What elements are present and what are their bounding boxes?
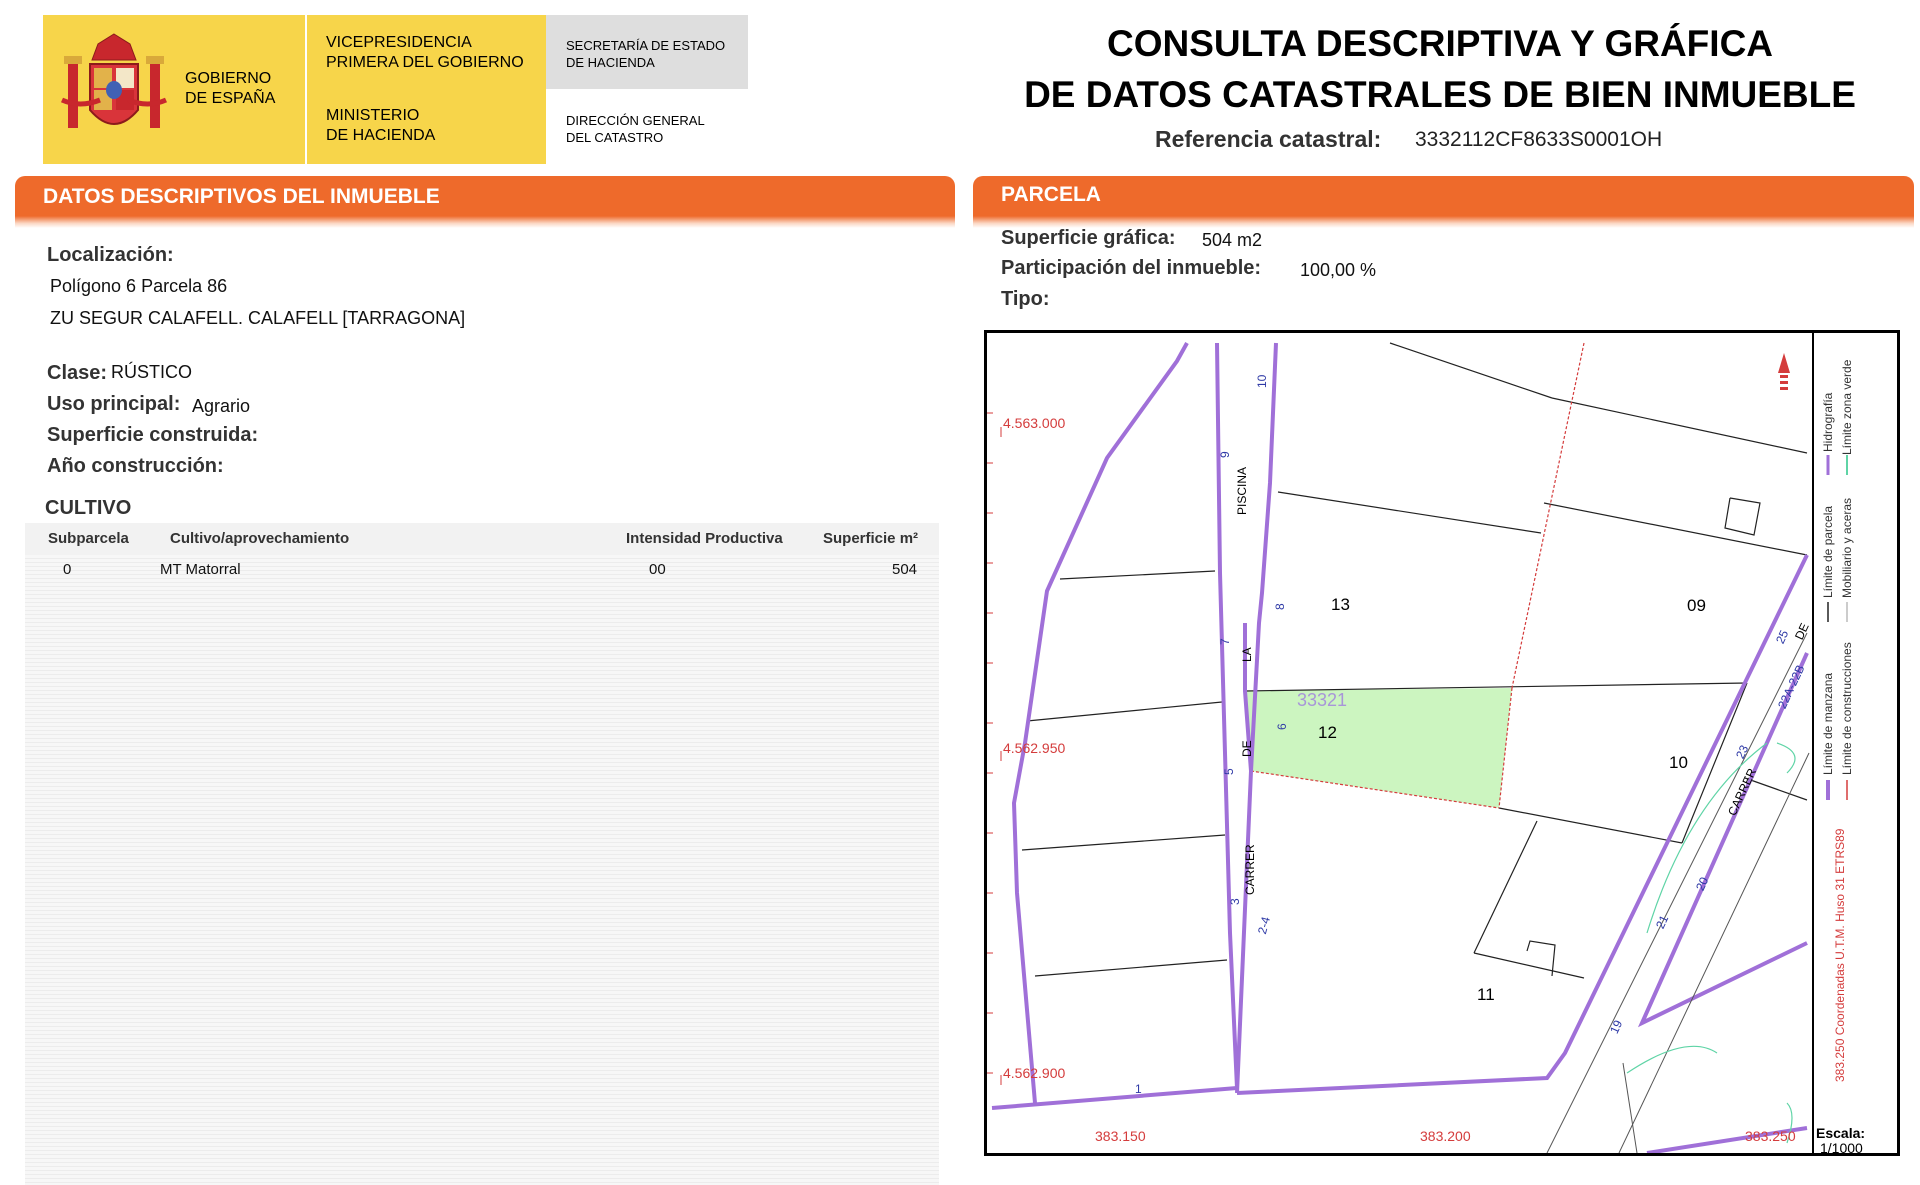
- gobierno-line1: GOBIERNO: [185, 70, 272, 87]
- parcela-section-title: PARCELA: [1001, 183, 1101, 206]
- street-number-9: 9: [1218, 451, 1232, 458]
- clase-label: Clase:: [47, 362, 108, 384]
- scale-label: Escala:: [1816, 1125, 1866, 1141]
- datos-section-header: [15, 176, 955, 216]
- street-number-25: 25: [1773, 627, 1792, 646]
- cultivo-table-header: [25, 523, 939, 555]
- coat-of-arms-icon: [60, 30, 168, 142]
- parcel-label-10: 10: [1669, 753, 1688, 772]
- parcela-section-header: [973, 176, 1914, 216]
- ministerio-text: [326, 106, 435, 146]
- tipo-label: Tipo:: [1001, 288, 1050, 310]
- document-title: [1000, 18, 1880, 120]
- ministerio-line2: DE HACIENDA: [326, 127, 436, 144]
- map-drawing: [987, 333, 1812, 1153]
- secretaria-line2: DE HACIENDA: [566, 55, 655, 70]
- ref-catastral-label: Referencia catastral:: [1155, 126, 1382, 152]
- ref-catastral-value: 3332112CF8633S0001OH: [1415, 128, 1663, 151]
- legend-coordenadas: 383.250 Coordenadas U.T.M. Huso 31 ETRS89: [1833, 828, 1847, 1082]
- secretaria-text: [566, 37, 725, 71]
- legend-limite-construcciones: Límite de construcciones: [1840, 642, 1854, 775]
- street-label-carrer: CARRER: [1243, 844, 1257, 895]
- th-superficie: Superficie m²: [823, 530, 919, 547]
- parcel-label-11: 11: [1477, 985, 1495, 1004]
- street-number-5: 5: [1222, 768, 1236, 775]
- street-label-la: LA: [1240, 647, 1254, 662]
- street-number-7: 7: [1218, 638, 1232, 645]
- street-number-19: 19: [1607, 1017, 1626, 1036]
- street-number-20: 20: [1693, 874, 1712, 893]
- participacion-value: 100,00 %: [1300, 260, 1377, 280]
- x-coord-2: 383.200: [1420, 1128, 1471, 1144]
- ministerio-line1: MINISTERIO: [326, 107, 420, 124]
- parcel-label-09: 09: [1687, 596, 1706, 615]
- logo-divider: [305, 15, 307, 164]
- street-number-2-4: 2-4: [1255, 915, 1274, 936]
- vicepresidencia-text: [326, 33, 524, 73]
- superficie-grafica-label: Superficie gráfica:: [1001, 227, 1176, 249]
- highlighted-parcel: [1245, 688, 1512, 808]
- title-line2: DE DATOS CATASTRALES DE BIEN INMUEBLE: [1024, 74, 1856, 115]
- localizacion-line2: ZU SEGUR CALAFELL. CALAFELL [TARRAGONA]: [50, 308, 466, 328]
- street-number-6: 6: [1275, 723, 1289, 730]
- legend-hidrografia: Hidrografía: [1821, 392, 1835, 452]
- legend-zona-verde: Límite zona verde: [1840, 359, 1854, 455]
- street-number-21: 21: [1653, 912, 1672, 931]
- uso-value: Agrario: [192, 396, 251, 416]
- map-scale: [1812, 1116, 1897, 1156]
- vicepresidencia-line2: PRIMERA DEL GOBIERNO: [326, 54, 524, 71]
- street-label-de-2: DE: [1792, 620, 1812, 642]
- y-coord-1: 4.563.000: [1003, 415, 1066, 431]
- street-number-10: 10: [1255, 374, 1269, 388]
- superficie-construida-label: Superficie construida:: [47, 424, 259, 446]
- street-number-23: 23: [1733, 742, 1752, 761]
- x-coord-3: 383.250: [1745, 1128, 1796, 1144]
- parcel-label-12: 12: [1318, 723, 1337, 742]
- street-number-8: 8: [1273, 603, 1287, 610]
- clase-value: RÚSTICO: [111, 362, 192, 382]
- vicepresidencia-line1: VICEPRESIDENCIA: [326, 34, 472, 51]
- localizacion-line1: Polígono 6 Parcela 86: [50, 276, 228, 296]
- datos-section-fade: [15, 216, 955, 228]
- legend-limite-parcela: Límite de parcela: [1821, 505, 1835, 598]
- table-row-intensidad: 00: [649, 561, 666, 578]
- cultivo-table: [25, 523, 939, 1185]
- direccion-line2: DEL CATASTRO: [566, 130, 664, 145]
- table-row-superficie: 504: [892, 561, 918, 578]
- superficie-grafica-value: 504 m2: [1202, 230, 1263, 250]
- table-row-subparcela: 0: [63, 561, 72, 578]
- street-label-carrer-2: CARRER: [1725, 766, 1760, 818]
- street-number-22a-22b: 22A-22B: [1775, 662, 1808, 711]
- parcel-label-13: 13: [1331, 595, 1350, 614]
- street-number-3: 3: [1228, 898, 1242, 905]
- th-subparcela: Subparcela: [48, 530, 129, 547]
- legend-separator: [1812, 333, 1814, 1156]
- y-coord-2: 4.562.950: [1003, 740, 1066, 756]
- street-label-de: DE: [1240, 740, 1254, 757]
- north-arrow-icon: [1778, 353, 1790, 390]
- table-row-cultivo: MT Matorral: [160, 561, 241, 578]
- direccion-line1: DIRECCIÓN GENERAL: [566, 113, 705, 128]
- gobierno-text: [185, 69, 275, 109]
- scale-value: 1/1000: [1820, 1140, 1863, 1156]
- anio-construccion-label: Año construcción:: [47, 455, 224, 477]
- legend-limite-manzana: Límite de manzana: [1821, 672, 1835, 775]
- title-line1: CONSULTA DESCRIPTIVA Y GRÁFICA: [1106, 23, 1774, 64]
- th-intensidad: Intensidad Productiva: [626, 530, 783, 547]
- secretaria-line1: SECRETARÍA DE ESTADO: [566, 38, 726, 53]
- street-number-1: 1: [1135, 1082, 1142, 1096]
- street-label-piscina: PISCINA: [1235, 466, 1249, 515]
- legend-mobiliario: Mobiliario y aceras: [1840, 497, 1854, 598]
- participacion-label: Participación del inmueble:: [1001, 257, 1262, 279]
- y-coord-3: 4.562.900: [1003, 1065, 1066, 1081]
- gobierno-line2: DE ESPAÑA: [185, 90, 276, 107]
- localizacion-label: Localización:: [47, 244, 174, 266]
- direccion-text: [566, 112, 705, 146]
- datos-section-title: DATOS DESCRIPTIVOS DEL INMUEBLE: [43, 185, 440, 208]
- highlight-label: 33321: [1297, 690, 1348, 710]
- x-coord-1: 383.150: [1095, 1128, 1146, 1144]
- uso-label: Uso principal:: [47, 393, 181, 415]
- cultivo-title: CULTIVO: [45, 497, 132, 519]
- th-cultivo: Cultivo/aprovechamiento: [170, 530, 350, 547]
